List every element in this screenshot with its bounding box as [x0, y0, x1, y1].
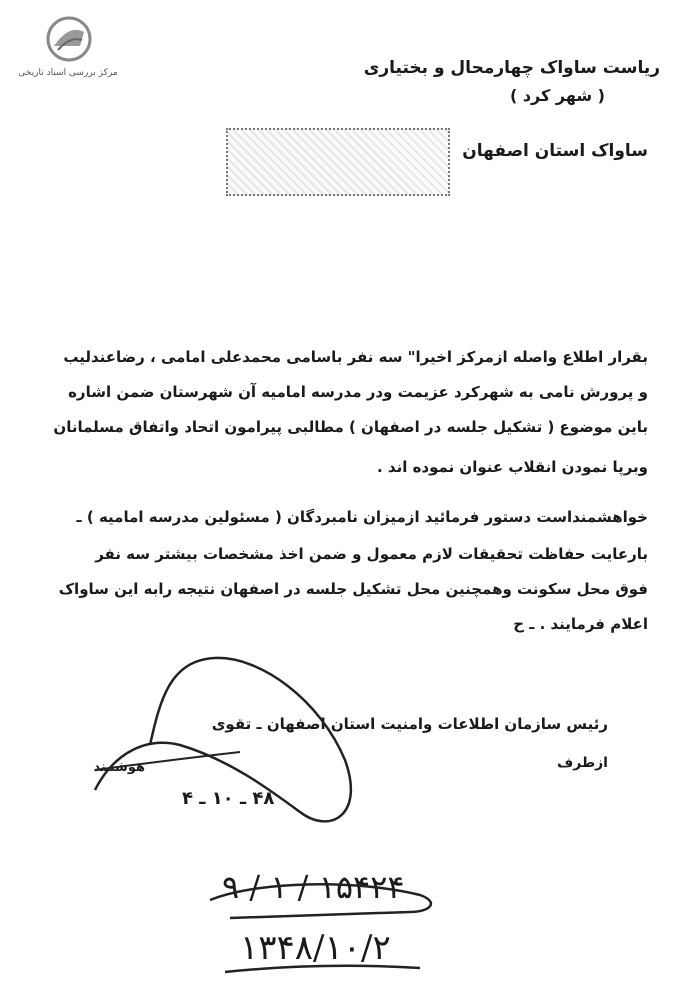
recipient-line: ریاست ساواک چهارمحال و بختیاری	[363, 58, 660, 78]
archive-logo-icon	[42, 16, 96, 62]
body-line: فوق محل سکونت وهمچنین محل تشکیل جلسه در اصفهان نتیجه رابه این ساواک	[58, 580, 648, 598]
handwritten-date: ۴۸ ـ ۱۰ ـ ۴	[182, 788, 275, 809]
registration-date: ۱۳۴۸/۱۰/۲	[240, 928, 391, 968]
registration-number: ۱۵۴۲۴ / ۱ / ۹	[222, 868, 405, 906]
signer-name: هوشمند	[93, 760, 145, 775]
recipient-city: ( شهر کرد )	[509, 86, 605, 105]
classification-stamp	[226, 128, 450, 196]
body-line: و پرورش نامی به شهرکرد عزیمت ودر مدرسه امامیه آن شهرستان ضمن اشاره	[68, 383, 648, 401]
body-line: بقرار اطلاع واصله ازمرکز اخیرا" سه نفر باسامی محمدعلی امامی ، رضاعندلیب	[63, 348, 648, 366]
sender-line: ساواک استان اصفهان	[462, 141, 648, 161]
body-line: اعلام فرمایند . ـ ح	[513, 615, 648, 633]
body-line: خواهشمنداست دستور فرمائید ازمیزان نامبردگان ( مسئولین مدرسه امامیه ) ـ	[76, 508, 648, 526]
body-line: باین موضوع ( تشکیل جلسه در اصفهان ) مطالبی پیرامون اتحاد واتفاق مسلمانان	[53, 418, 648, 436]
body-line: وبرپا نمودن انقلاب عنوان نموده اند .	[376, 458, 648, 476]
body-line: بارعایت حفاظت تحقیقات لازم معمول و ضمن اخذ مشخصات بیشتر سه نفر	[95, 545, 648, 563]
watermark-text: مرکز بررسی اسناد تاریخی	[18, 68, 118, 78]
signatory-title: رئیس سازمان اطلاعات وامنیت استان اصفهان ـ تقوی	[211, 715, 608, 733]
on-behalf-label: ازطرف	[556, 755, 608, 771]
